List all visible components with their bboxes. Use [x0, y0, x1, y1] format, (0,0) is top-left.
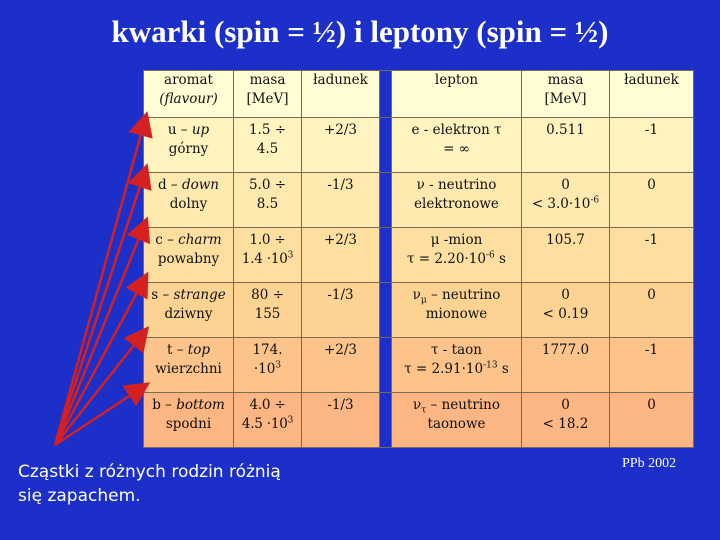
- header-ladunek-lepton: ładunek: [610, 71, 694, 118]
- flavour-cell: u – up górny: [144, 118, 234, 173]
- flavour-cell: t – top wierzchni: [144, 338, 234, 393]
- flavour-cell: d – down dolny: [144, 173, 234, 228]
- quark-charge-cell: +2/3: [302, 228, 380, 283]
- lepton-cell: $\nu_\tau$ – neutrino taonowe: [392, 393, 522, 448]
- quark-mass-cell: 1.5 ÷ 4.5: [234, 118, 302, 173]
- header-masa: masa [MeV]: [234, 71, 302, 118]
- lepton-charge-cell: -1: [610, 228, 694, 283]
- header-lepton: lepton: [392, 71, 522, 118]
- arrow-line: [55, 221, 146, 445]
- lepton-charge-cell: -1: [610, 118, 694, 173]
- arrow-line: [55, 116, 146, 445]
- lepton-cell: ν - neutrino elektronowe: [392, 173, 522, 228]
- lepton-cell: e - elektron τ = ∞: [392, 118, 522, 173]
- lepton-mass-cell: 0.511: [522, 118, 610, 173]
- flavour-cell: c – charm powabny: [144, 228, 234, 283]
- header-masa-lepton: masa [MeV]: [522, 71, 610, 118]
- flavour-cell: b – bottom spodni: [144, 393, 234, 448]
- quark-charge-cell: -1/3: [302, 173, 380, 228]
- quark-charge-cell: -1/3: [302, 283, 380, 338]
- lepton-charge-cell: 0: [610, 173, 694, 228]
- quark-mass-cell: 4.0 ÷ $4.5 \cdot 10^3$: [234, 393, 302, 448]
- lepton-cell: τ - taon $\tau = 2.91\cdot 10^{-13}$ s: [392, 338, 522, 393]
- lepton-mass-cell: 105.7: [522, 228, 610, 283]
- quark-mass-cell: 174. $\cdot 10^3$: [234, 338, 302, 393]
- arrow-line: [55, 168, 146, 445]
- header-ladunek: ładunek: [302, 71, 380, 118]
- quark-mass-cell: 80 ÷ 155: [234, 283, 302, 338]
- lepton-mass-cell: 0 < 18.2: [522, 393, 610, 448]
- quark-charge-cell: +2/3: [302, 338, 380, 393]
- credit-label: PPb 2002: [622, 456, 677, 471]
- quark-charge-cell: -1/3: [302, 393, 380, 448]
- lepton-mass-cell: 1777.0: [522, 338, 610, 393]
- quark-mass-cell: 1.0 ÷ $1.4 \cdot 10^3$: [234, 228, 302, 283]
- quark-charge-cell: +2/3: [302, 118, 380, 173]
- lepton-cell: $\nu_\mu$ – neutrino mionowe: [392, 283, 522, 338]
- lepton-charge-cell: 0: [610, 393, 694, 448]
- quark-mass-cell: 5.0 ÷ 8.5: [234, 173, 302, 228]
- arrow-line: [55, 276, 146, 445]
- header-aromat: aromat (flavour): [144, 71, 234, 118]
- lepton-mass-cell: 0 < $3.0\cdot 10^{-6}$: [522, 173, 610, 228]
- lepton-charge-cell: 0: [610, 283, 694, 338]
- flavour-cell: s – strange dziwny: [144, 283, 234, 338]
- arrow-line: [55, 330, 146, 445]
- lepton-charge-cell: -1: [610, 338, 694, 393]
- lepton-cell: μ -mion $\tau = 2.20\cdot 10^{-6}$ s: [392, 228, 522, 283]
- lepton-mass-cell: 0 < 0.19: [522, 283, 610, 338]
- slide-title: kwarki (spin = ½) i leptony (spin = ½): [111, 14, 609, 49]
- footnote: Cząstki z różnych rodzin różnią się zapachem.: [18, 462, 281, 506]
